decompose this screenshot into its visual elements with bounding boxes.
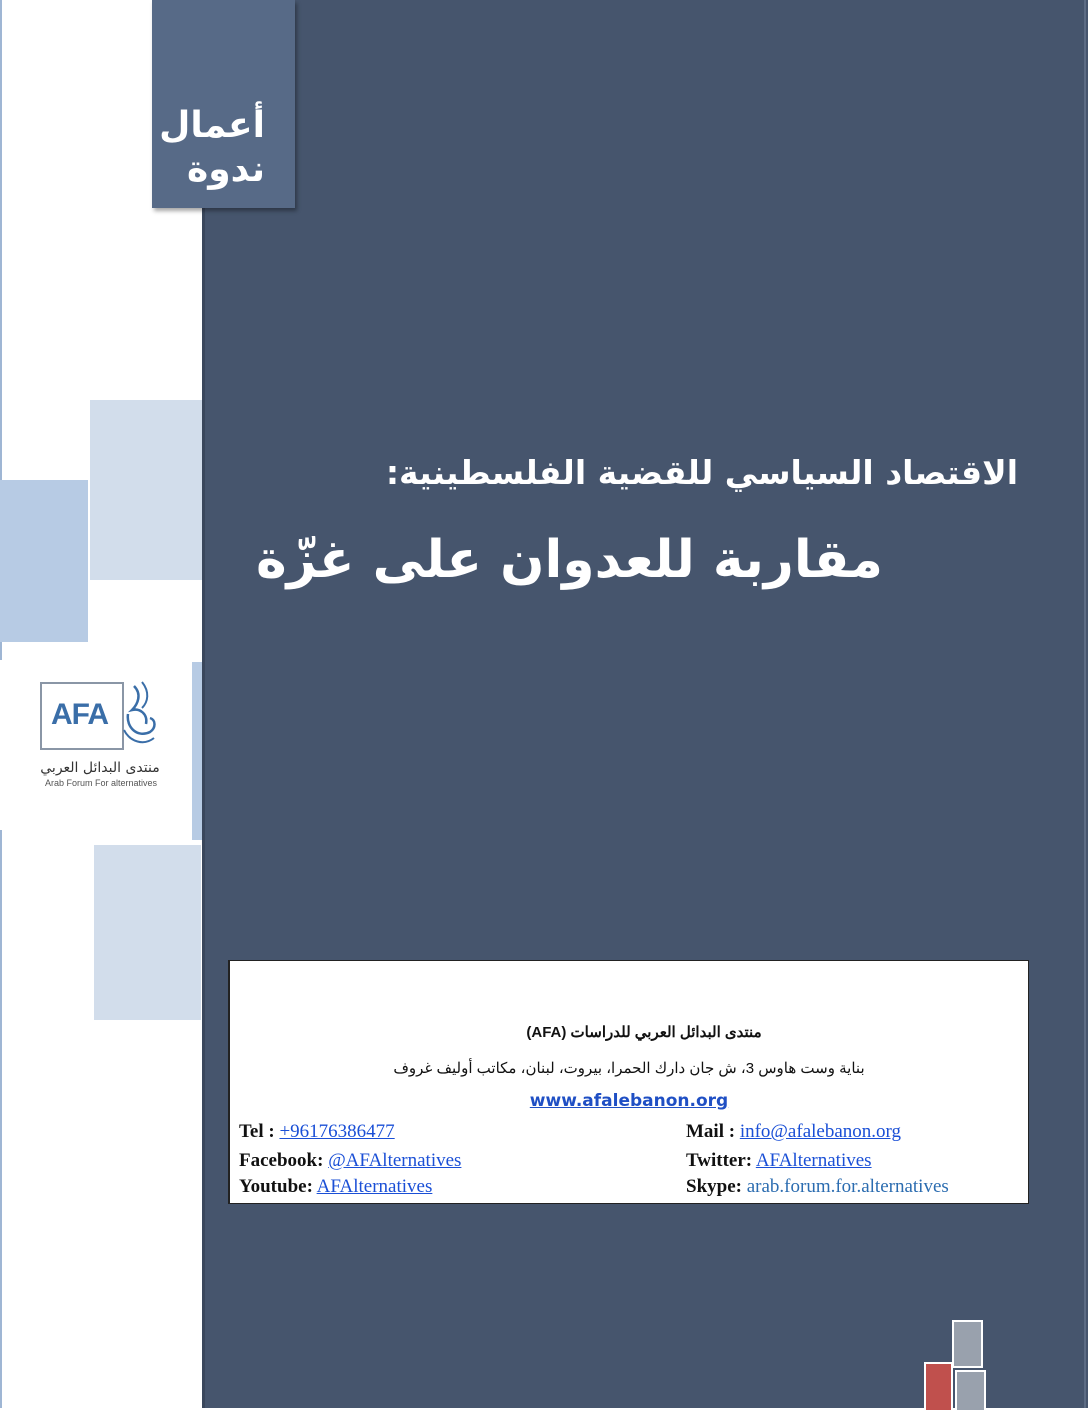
contact-box xyxy=(228,960,1029,1204)
logo-mark: AFA xyxy=(51,698,108,731)
skype-label: Skype: xyxy=(686,1176,742,1197)
mail-label: Mail : xyxy=(686,1121,736,1142)
facebook-link[interactable]: @AFAlternatives xyxy=(328,1150,462,1171)
twitter-label: Twitter: xyxy=(686,1150,753,1171)
decorative-bar xyxy=(192,662,202,840)
org-name: منتدى البدائل العربي للدراسات (AFA) xyxy=(526,1024,762,1041)
org-address: بناية وست هاوس 3، ش جان دارك الحمرا، بيروت، لبنان، مكاتب أوليف غروف xyxy=(393,1060,865,1077)
tag-line-1: أعمال xyxy=(159,105,265,146)
corner-block-gray-bottom xyxy=(955,1370,986,1412)
document-title: الاقتصاد السياسي للقضية الفلسطينية: xyxy=(385,453,1018,492)
mail-link[interactable]: info@afalebanon.org xyxy=(739,1121,902,1142)
logo-frame xyxy=(40,682,124,750)
panel-edge xyxy=(1084,0,1086,1408)
logo-english-name: Arab Forum For alternatives xyxy=(44,778,158,788)
document-type-tag xyxy=(152,0,295,208)
skype-row xyxy=(686,1176,949,1198)
tel-row xyxy=(239,1121,395,1143)
twitter-link[interactable]: AFAlternatives xyxy=(755,1150,872,1171)
skype-handle: arab.forum.for.alternatives xyxy=(746,1176,949,1197)
corner-block-gray-top xyxy=(952,1320,983,1368)
youtube-row xyxy=(239,1176,432,1198)
youtube-label: Youtube: xyxy=(239,1176,313,1197)
flame-icon xyxy=(120,680,160,750)
tel-label: Tel : xyxy=(239,1121,275,1142)
tel-link[interactable]: +96176386477 xyxy=(279,1121,395,1142)
afa-logo xyxy=(0,660,192,830)
decorative-square-lower xyxy=(94,845,201,1020)
document-subtitle: مقاربة للعدوان على غزّة xyxy=(255,530,883,590)
corner-block-red xyxy=(924,1362,953,1412)
mail-row xyxy=(686,1121,901,1143)
facebook-label: Facebook: xyxy=(239,1150,324,1171)
logo-arabic-name: منتدى البدائل العربي xyxy=(40,760,160,776)
website-link[interactable]: www.afalebanon.org xyxy=(529,1091,729,1111)
twitter-row xyxy=(686,1150,872,1172)
tag-line-2: ندوة xyxy=(187,149,265,190)
decorative-square-mid xyxy=(0,480,88,642)
panel-left-border xyxy=(202,0,205,1408)
facebook-row xyxy=(239,1150,461,1172)
youtube-link[interactable]: AFAlternatives xyxy=(316,1176,433,1197)
